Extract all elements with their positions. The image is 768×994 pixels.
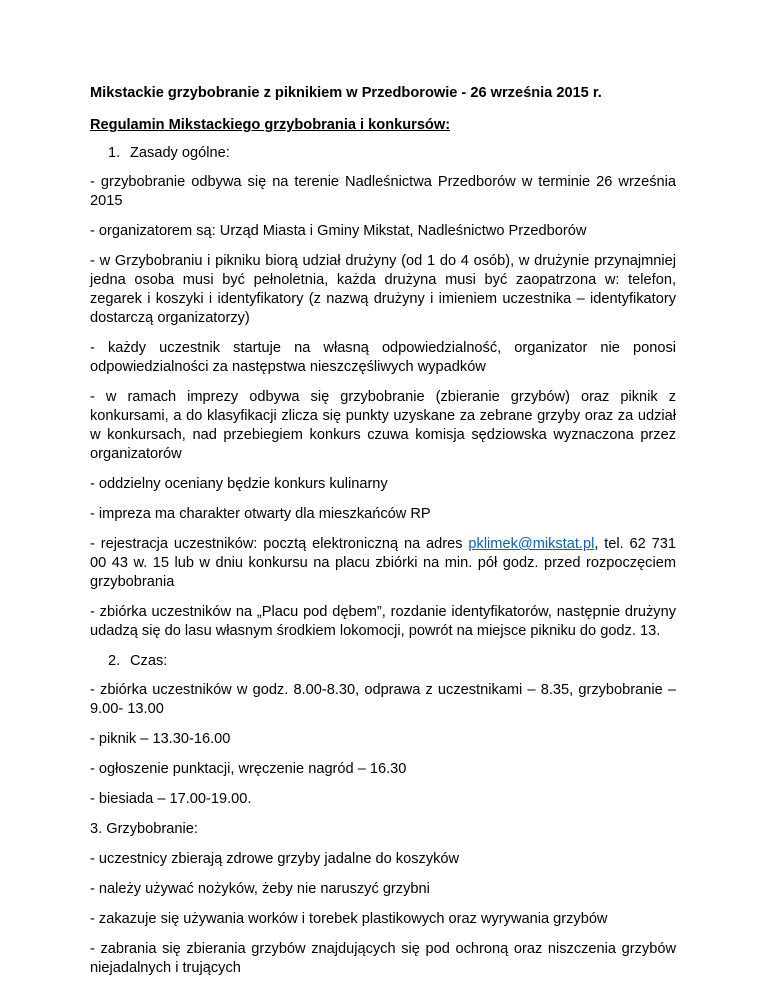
section-3-heading: 3. Grzybobranie: [90, 821, 198, 837]
picking-rule-paragraph: - uczestnicy zbierają zdrowe grzyby jadalne do koszyków [90, 851, 460, 867]
picking-rule-paragraph: - zabrania się zbierania grzybów znajdujących się pod ochroną oraz niszczenia grzybów niejadalnych i trujących [90, 941, 676, 976]
rule-paragraph: - oddzielny oceniany będzie konkurs kulinarny [90, 476, 388, 492]
rule-paragraph: - organizatorem są: Urząd Miasta i Gminy Mikstat, Nadleśnictwo Przedborów [90, 223, 587, 239]
picking-rule-paragraph: - należy używać nożyków, żeby nie naruszyć grzybni [90, 881, 430, 897]
section-1-number: 1. [108, 145, 121, 161]
time-paragraph: - ogłoszenie punktacji, wręczenie nagród – 16.30 [90, 761, 407, 777]
rule-paragraph: - każdy uczestnik startuje na własną odpowiedzialność, organizator nie ponosi odpowiedzialności za następstwa nieszczęśliwych wypadków [90, 340, 676, 375]
rule-paragraph: - w ramach imprezy odbywa się grzybobranie (zbieranie grzybów) oraz piknik z konkursami, a do klasyfikacji zlicza się punkty uzyskane za zebrane grzyby oraz za udział w konkursach, nad przebiegiem konkurs czuwa komisja sędziowska wyznaczona przez organizatorów [90, 389, 676, 462]
rule-paragraph: - impreza ma charakter otwarty dla mieszkańców RP [90, 506, 431, 522]
section-2-title: Czas: [130, 653, 168, 669]
section-1-heading [90, 144, 676, 163]
email-link[interactable]: pklimek@mikstat.pl [468, 536, 595, 552]
regulations-heading: Regulamin Mikstackiego grzybobrania i konkursów: [90, 117, 451, 133]
section-2-number: 2. [108, 653, 121, 669]
registration-paragraph [90, 535, 676, 592]
time-paragraph: - piknik – 13.30-16.00 [90, 731, 231, 747]
document-page [90, 84, 676, 989]
rule-paragraph: - grzybobranie odbywa się na terenie Nadleśnictwa Przedborów w terminie 26 września 2015 [90, 174, 676, 209]
section-2-heading [90, 652, 676, 671]
section-1-title: Zasady ogólne: [130, 145, 230, 161]
time-paragraph: - biesiada – 17.00-19.00. [90, 791, 252, 807]
gathering-paragraph: - zbiórka uczestników na „Placu pod dębem”, rozdanie identyfikatorów, następnie drużyny udadzą się do lasu własnym środkiem lokomocji, powrót na miejsce pikniku do godz. 13. [90, 604, 676, 639]
registration-text: - rejestracja uczestników: pocztą elektroniczną na adres [90, 536, 469, 552]
document-title: Mikstackie grzybobranie z piknikiem w Przedborowie - 26 września 2015 r. [90, 85, 602, 101]
picking-rule-paragraph: - zakazuje się używania worków i torebek plastikowych oraz wyrywania grzybów [90, 911, 608, 927]
time-paragraph: - zbiórka uczestników w godz. 8.00-8.30, odprawa z uczestnikami – 8.35, grzybobranie – 9.00- 13.00 [90, 682, 676, 717]
registration-text-after: , tel. 62 731 00 43 w. 15 lub w dniu konkursu na placu zbiórki na min. pół godz. przed rozpoczęciem grzybobrania [90, 536, 676, 590]
rule-paragraph: - w Grzybobraniu i pikniku biorą udział drużyny (od 1 do 4 osób), w drużynie przynajmniej jedna osoba musi być pełnoletnia, każda drużyna musi być zaopatrzona w: telefon, zegarek i koszyki i identyfikatory (z nazwą drużyny i imieniem uczestnika – identyfikatory dostarczą organizatorzy) [90, 253, 676, 326]
